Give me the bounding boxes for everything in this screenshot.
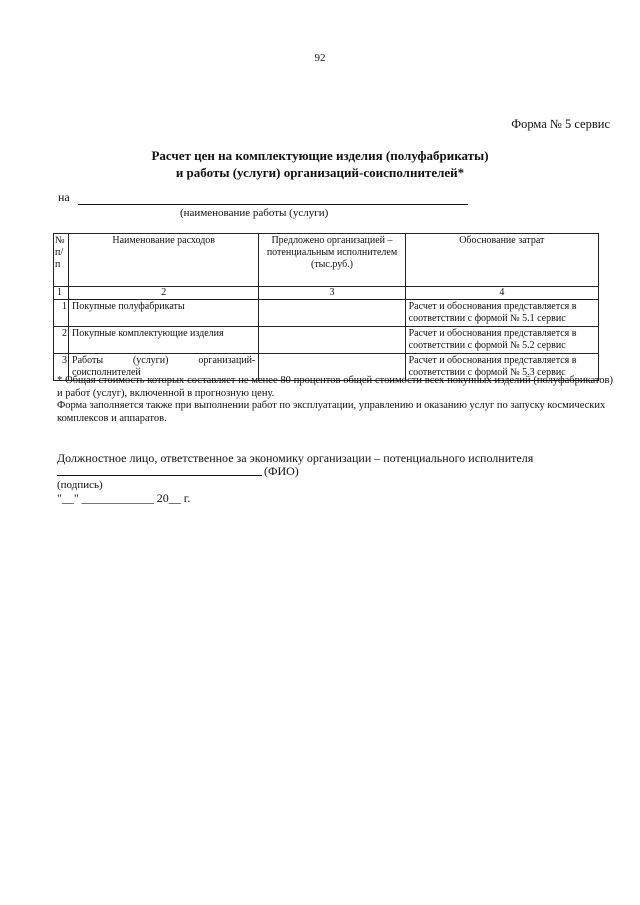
work-name-caption: (наименование работы (услуги) <box>180 207 329 219</box>
title-line-2: и работы (услуги) организаций-соисполнителей* <box>175 165 465 180</box>
table-column-numbers-row <box>54 287 599 300</box>
col-number-3: 3 <box>259 287 405 300</box>
header-number: № п/п <box>54 234 69 287</box>
row-value-cell[interactable] <box>259 327 405 354</box>
header-expense-name: Наименование расходов <box>69 234 259 287</box>
document-title <box>0 147 640 181</box>
row-number: 1 <box>54 300 69 327</box>
work-name-line <box>78 204 468 205</box>
row-justification: Расчет и обоснования представляется в соответствии с формой № 5.1 сервис <box>405 300 598 327</box>
cost-table <box>53 233 599 381</box>
header-justification: Обоснование затрат <box>405 234 598 287</box>
date-line: "__" ____________ 20__ г. <box>57 491 191 505</box>
header-proposed-value: Предложено организацией – потенциальным исполнителем (тыс.руб.) <box>259 234 405 287</box>
row-justification: Расчет и обоснования представляется в соответствии с формой № 5.2 сервис <box>405 327 598 354</box>
col-number-4: 4 <box>405 287 598 300</box>
signature-line <box>57 475 262 476</box>
official-text: Должностное лицо, ответственное за экономику организации – потенциального исполнителя <box>57 451 534 465</box>
col-number-1: 1 <box>54 287 69 300</box>
row-expense-name: Покупные комплектующие изделия <box>69 327 259 354</box>
form-label: Форма № 5 сервис <box>511 117 610 131</box>
fio-label: (ФИО) <box>264 464 299 478</box>
title-line-1: Расчет цен на комплектующие изделия (полуфабрикаты) <box>151 148 489 163</box>
footnote-asterisk: * Общая стоимость которых составляет не менее 80 процентов общей стоимости всех покупных изделий (полуфабрикатов) и работ (услуг), включенной в прогнозную цену. <box>57 375 613 399</box>
table-row <box>54 300 599 327</box>
row-justification: Расчет и обоснования представляется в соответствии с формой № 5.3 сервис <box>405 354 598 381</box>
signature-label: (подпись) <box>57 479 103 491</box>
row-number: 2 <box>54 327 69 354</box>
row-expense-name: Работы (услуги) организаций-соисполнителей <box>69 354 259 381</box>
footnotes <box>57 375 613 425</box>
row-number: 3 <box>54 354 69 381</box>
row-value-cell[interactable] <box>259 300 405 327</box>
work-prefix: на <box>58 190 70 204</box>
page-number: 92 <box>314 52 326 64</box>
footnote-usage: Форма заполняется также при выполнении работ по эксплуатации, управлению и оказанию услуг по запуску космических комплексов и аппаратов. <box>57 400 606 424</box>
row-expense-name: Покупные полуфабрикаты <box>69 300 259 327</box>
col-number-2: 2 <box>69 287 259 300</box>
table-row <box>54 327 599 354</box>
table-header-row <box>54 234 599 287</box>
